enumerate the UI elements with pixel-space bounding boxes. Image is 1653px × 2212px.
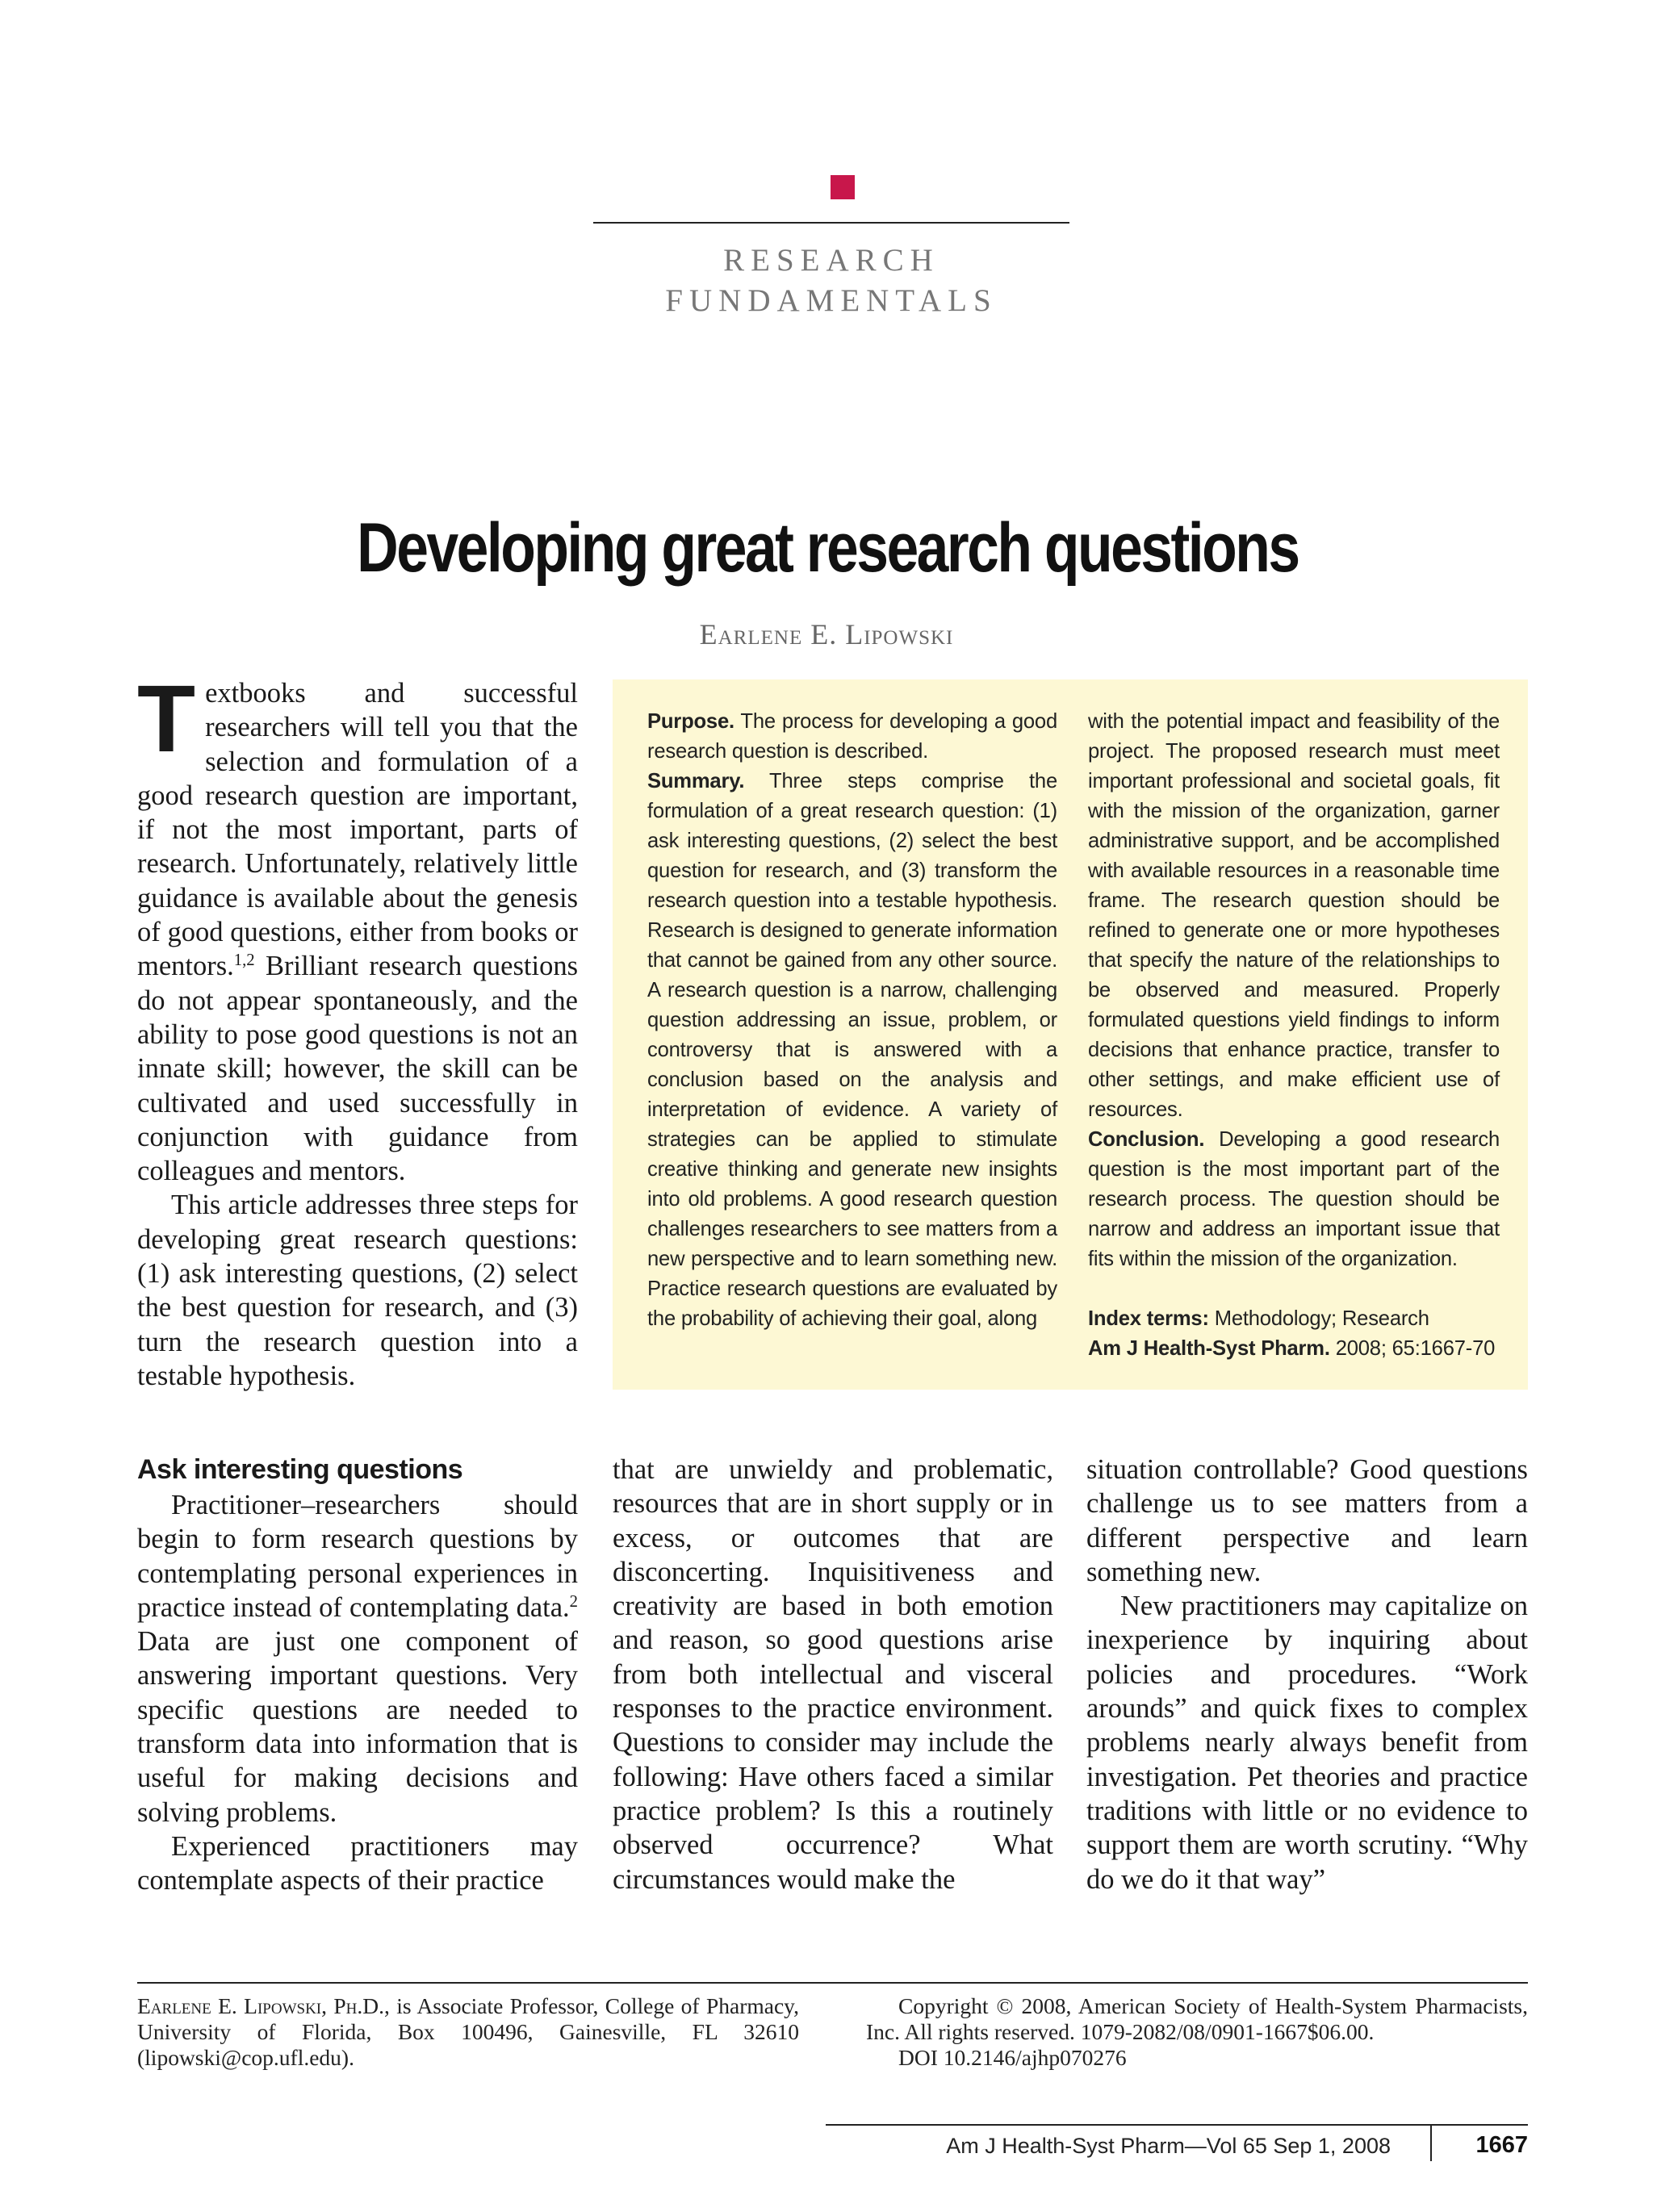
copyright-footnote <box>866 1993 1528 2071</box>
conclusion-label: Conclusion. <box>1088 1128 1205 1151</box>
section1-col3-paragraph-2: New practitioners may capitalize on inexperience by inquiring about policies and procedures. “Work arounds” and quick fixes to complex problems nearly always benefit from investigation. Pet theories and practice traditions with little or no evidence to support them are worth scrutiny. “Why do we do it that way” <box>1086 1591 1528 1895</box>
abstract-purpose <box>647 707 1057 767</box>
abstract-box <box>613 679 1528 1390</box>
section1-text-a: Practitioner–researchers should begin to form research questions by contemplating personal experiences in practice instead of contemplating data. <box>137 1490 578 1623</box>
index-terms-label: Index terms: <box>1088 1307 1209 1330</box>
footnote-credentials: , Ph.D., <box>321 1993 390 2018</box>
section1-col2-text: that are unwieldy and problematic, resources that are in short supply or in excess, or outcomes that are disconcerting. Inquisitiveness and creativity are based in both emotion and reason, so good questions arise from both intellectual and visceral responses to the practice environment. Questions to consider may include the following: Have others faced a similar practice problem? Is this a routinely observed occurrence? What circumstances would make the <box>613 1454 1053 1895</box>
index-terms-text: Methodology; Research <box>1208 1307 1429 1330</box>
abstract-left-column <box>647 707 1057 1334</box>
abstract-conclusion <box>1088 1125 1500 1274</box>
citation-line <box>1088 1334 1500 1364</box>
purpose-text: The process for developing a good research question is described. <box>647 710 1057 763</box>
intro-text-a: extbooks and successful researchers will tell you that the selection and formulation of a good research question are important, if not the most important, parts of research. Unfortunately, relatively little guidance is available about the genesis of good questions, either from books or mentors. <box>137 678 578 982</box>
intro-paragraph-1 <box>137 666 578 1188</box>
author-byline: Earlene E. Lipowski <box>699 618 954 650</box>
header-accent-square <box>831 175 855 199</box>
journal-rule <box>826 2124 1528 2126</box>
section-label-line2: FUNDAMENTALS <box>665 283 998 318</box>
intro-column <box>137 666 578 1393</box>
section-label <box>593 240 1069 321</box>
purpose-label: Purpose. <box>647 710 734 733</box>
section1-col3-paragraph-1: situation controllable? Good questions challenge us to see matters from a different perspective and learn something new. <box>1086 1454 1528 1587</box>
journal-info: Am J Health-Syst Pharm—Vol 65 Sep 1, 2008 <box>946 2134 1391 2158</box>
section1-column-2 <box>613 1453 1053 1896</box>
article-title: Developing great research questions <box>357 509 1299 587</box>
header-rule <box>593 222 1069 224</box>
citation-text: 2008; 65:1667-70 <box>1329 1337 1496 1360</box>
author-footnote <box>137 1993 799 2071</box>
footnote-affiliation: is Associate Professor, College of Pharmacy, University of Florida, Box 100496, Gainesville, FL 32610 (lipowski@cop.ufl.edu). <box>137 1993 799 2070</box>
drop-cap: T <box>137 666 196 772</box>
abstract-summary <box>647 767 1057 1334</box>
journal-divider <box>1430 2126 1432 2161</box>
citation-label: Am J Health-Syst Pharm. <box>1088 1337 1330 1360</box>
summary-text: Three steps comprise the formulation of a great research question: (1) ask interesting questions, (2) select the best question for research, and (3) transform the research question into a testable hypothesis. Research is designed to generate information that cannot be gained from any other source. A research question is a narrow, challenging question addressing an issue, problem, or controversy that is answered with a conclusion based on the analysis and interpretation of evidence. A variety of strategies can be applied to stimulate creative thinking and generate new insights into old problems. A good research question challenges researchers to see matters from a new perspective and to learn something new. Practice research questions are evaluated by the probability of achieving their goal, along <box>647 770 1057 1330</box>
footnote-rule <box>137 1982 1528 1984</box>
abstract-summary-continued: with the potential impact and feasibility of the project. The proposed research must meet important professional and societal goals, fit with the mission of the organization, garner administrative support, and be accomplished with available resources in a reasonable time frame. The research question should be refined to generate one or more hypotheses that specify the nature of the relationships to be observed and measured. Properly formulated questions yield findings to inform decisions that enhance practice, transfer to other settings, and make efficient use of resources. <box>1088 710 1500 1121</box>
section1-paragraph-2: Experienced practitioners may contemplate aspects of their practice <box>137 1830 578 1896</box>
conclusion-text: Developing a good research question is the most important part of the research process. The question should be narrow and address an important issue that fits within the mission of the organization. <box>1088 1128 1500 1270</box>
citation-ref: 1,2 <box>233 951 255 970</box>
section1-paragraph-1 <box>137 1488 578 1829</box>
copyright-line: Copyright © 2008, American Society of Health-System Pharmacists, Inc. All rights reserved. 1079-2082/08/0901-1667$06.00. <box>866 1993 1528 2044</box>
citation-ref: 2 <box>569 1592 578 1611</box>
abstract-right-column <box>1088 707 1500 1364</box>
page-number: 1667 <box>1475 2132 1528 2158</box>
section1-column-3 <box>1086 1453 1528 1896</box>
index-terms <box>1088 1304 1500 1334</box>
doi-line: DOI 10.2146/ajhp070276 <box>898 2045 1127 2070</box>
section-label-line1: RESEARCH <box>723 243 939 278</box>
summary-label: Summary. <box>647 770 745 792</box>
section1-text-b: Data are just one component of answering important questions. Very specific questions are needed to transform data into information that is useful for making decisions and solving problems. <box>137 1626 578 1828</box>
intro-paragraph-2: This article addresses three steps for developing great research questions: (1) ask interesting questions, (2) select the best question for research, and (3) turn the research question into a testable hypothesis. <box>137 1190 578 1391</box>
section-heading: Ask interesting questions <box>137 1454 463 1485</box>
footnote-author-name: Earlene E. Lipowski <box>137 1993 322 2018</box>
section1-column-1 <box>137 1453 578 1898</box>
intro-text-b: Brilliant research questions do not appear spontaneously, and the ability to pose good questions is not an innate skill; however, the skill can be cultivated and used successfully in conjunction with guidance from colleagues and mentors. <box>137 951 578 1187</box>
